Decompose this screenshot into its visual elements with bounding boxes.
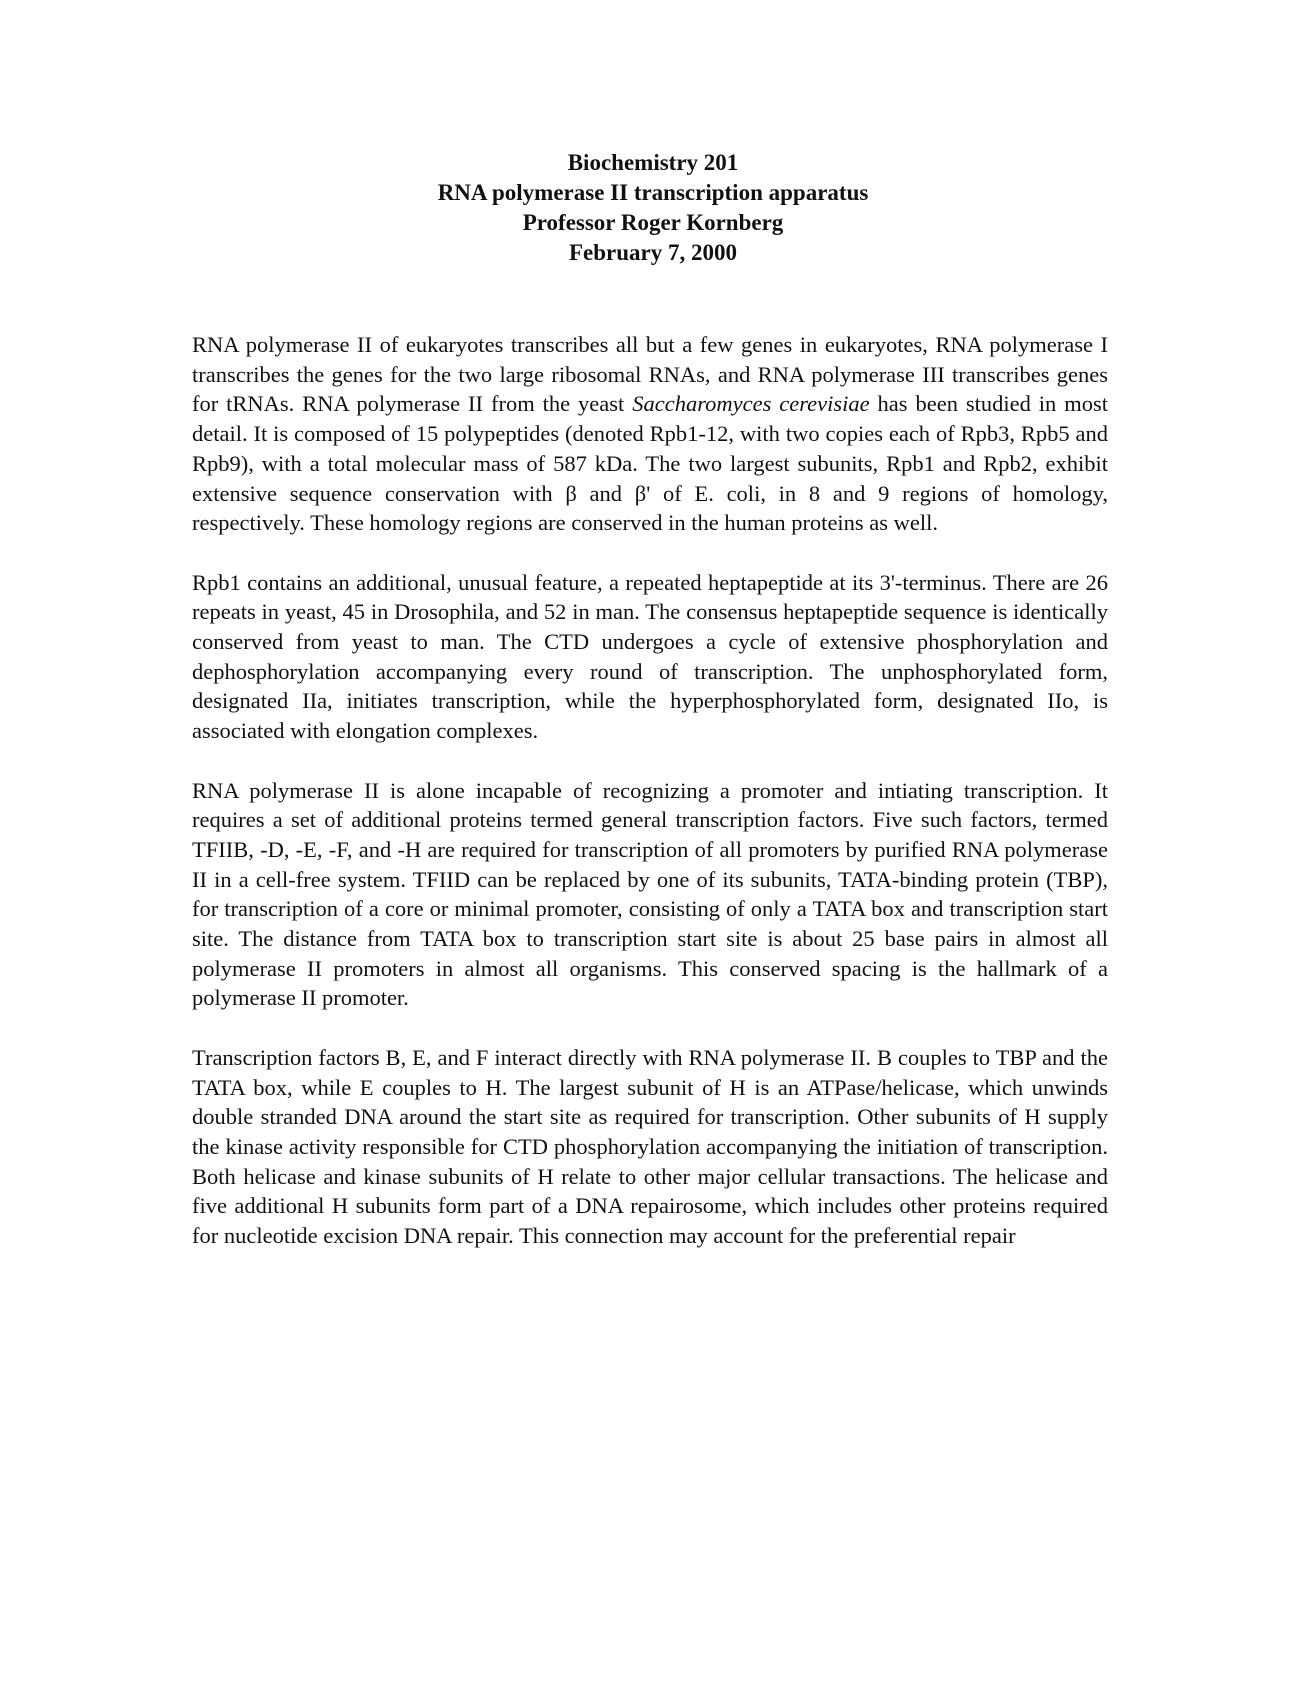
course-title: Biochemistry 201 [567, 150, 739, 175]
paragraph-1-text-b: has been studied in most detail. It is composed of 15 polypeptides (denoted Rpb1-12, with two copies each of Rpb3, Rpb5 and Rpb9), with a total molecular mass of 587 kDa. The two largest subunits, Rpb1 and Rpb2, exhibit extensive sequence conservation with β and β' of E. coli, in 8 and 9 regions of homology, respectively. These homology regions are conserved in the human proteins as well. [192, 391, 1108, 536]
document-body [192, 330, 1108, 1280]
paragraph-4: Transcription factors B, E, and F interact directly with RNA polymerase II. B couples to TBP and the TATA box, while E couples to H. The largest subunit of H is an ATPase/helicase, which unwinds double stranded DNA around the start site as required for transcription. Other subunits of H supply the kinase activity responsible for CTD phosphorylation accompanying the initiation of transcription. Both helicase and kinase subunits of H relate to other major cellular transactions. The helicase and five additional H subunits form part of a DNA repairosome, which includes other proteins required for nucleotide excision DNA repair. This connection may account for the preferential repair [192, 1044, 1108, 1249]
document-header [0, 148, 1306, 268]
paragraph-3: RNA polymerase II is alone incapable of recognizing a promoter and intiating transcription. It requires a set of additional proteins termed general transcription factors. Five such factors, termed TFIIB, -D, -E, -F, and -H are required for transcription of all promoters by purified RNA polymerase II in a cell-free system. TFIID can be replaced by one of its subunits, TATA-binding protein (TBP), for transcription of a core or minimal promoter, consisting of only a TATA box and transcription start site. The distance from TATA box to transcription start site is about 25 base pairs in almost all polymerase II promoters in almost all organisms. This conserved spacing is the hallmark of a polymerase II promoter. [192, 777, 1108, 1011]
paragraph-1 [192, 330, 1108, 538]
lecture-date: February 7, 2000 [568, 240, 737, 265]
professor-name: Professor Roger Kornberg [522, 210, 784, 235]
paragraph-2: Rpb1 contains an additional, unusual feature, a repeated heptapeptide at its 3'-terminus. There are 26 repeats in yeast, 45 in Drosophila, and 52 in man. The consensus heptapeptide sequence is identically conserved from yeast to man. The CTD undergoes a cycle of extensive phosphorylation and dephosphorylation accompanying every round of transcription. The unphosphorylated form, designated IIa, initiates transcription, while the hyperphosphorylated form, designated IIo, is associated with elongation complexes. [192, 569, 1108, 744]
paragraph-1-text-a: RNA polymerase II of eukaryotes transcribes all but a few genes in eukaryotes, RNA polymerase I transcribes the genes for the two large ribosomal RNAs, and RNA polymerase III transcribes genes for tRNAs. RNA polymerase II from the yeast [192, 332, 1108, 417]
lecture-title: RNA polymerase II transcription apparatus [437, 180, 869, 205]
species-name-italic: Saccharomyces cerevisiae [632, 391, 870, 417]
